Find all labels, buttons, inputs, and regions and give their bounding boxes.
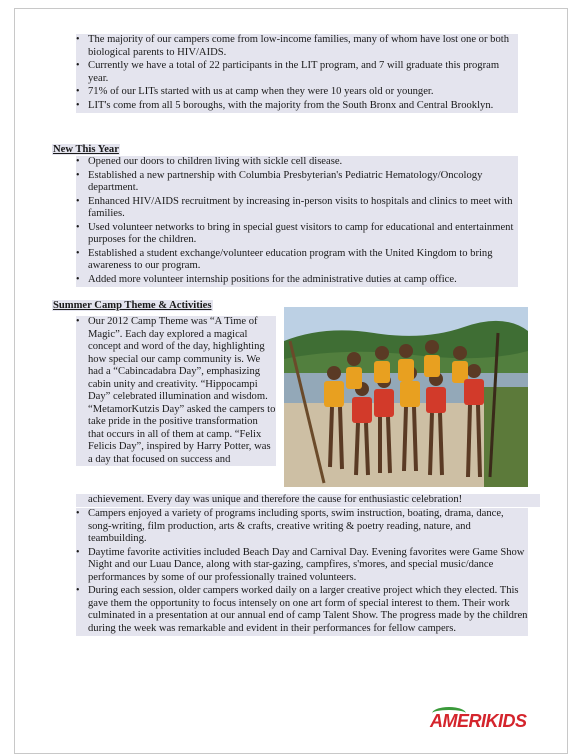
section-heading-summer-camp: Summer Camp Theme & Activities (53, 300, 212, 311)
section-heading-new-this-year: New This Year (53, 144, 119, 155)
list-item: • Established a new partnership with Columbia Presbyterian's Pediatric Hematology/Oncology department. (76, 170, 518, 195)
theme-bullet-list (76, 316, 276, 466)
list-item: • LIT's come from all 5 boroughs, with the majority from the South Bronx and Central Brooklyn. (76, 100, 518, 113)
list-item: • Enhanced HIV/AIDS recruitment by increasing in-person visits to hospitals and clinics to meet with families. (76, 196, 518, 221)
intro-bullet-list (76, 34, 518, 113)
list-item: • Our 2012 Camp Theme was “A Time of Magic”. Each day explored a magical concept and word of the day, highlighting how special our camp community is. We had a “Cabincadabra Day”, emphasizing cabin unity and creativity. “Hippocampi Day” celebrated illumination and wisdom. “MetamorKutzis Day” asked the campers to take pride in the positive transformation that occurs in all of them at camp. “Felix Felicis Day”, inspired by Harry Potter, was a day that focused on success and (76, 316, 276, 466)
list-item: • Daytime favorite activities included Beach Day and Carnival Day. Evening favorites were Game Show Night and our Luau Dance, along with star-gazing, campfires, s'mores, and special music/dance performances by some of our professionally trained volunteers. (76, 547, 528, 585)
activities-bullet-list (76, 508, 528, 636)
list-item: • The majority of our campers come from low-income families, many of whom have lost one or both biological parents to HIV/AIDS. (76, 34, 518, 59)
list-item: • 71% of our LITs started with us at camp when they were 10 years old or younger. (76, 86, 518, 99)
campers-photo (284, 307, 528, 487)
list-item: • Established a student exchange/volunteer education program with the United Kingdom to bring awareness to our program. (76, 248, 518, 273)
theme-bullet-continuation: achievement. Every day was unique and therefore the cause for enthusiastic celebration! (76, 494, 540, 507)
new-this-year-list (76, 156, 518, 287)
list-item: • Opened our doors to children living with sickle cell disease. (76, 156, 518, 169)
list-item: • Added more volunteer internship positions for the administrative duties at camp office. (76, 274, 518, 287)
logo-text: AMERIKIDS (430, 711, 527, 731)
amerikids-logo (430, 707, 526, 741)
list-item: • Campers enjoyed a variety of programs including sports, swim instruction, boating, drama, dance, song-writing, film production, arts & crafts, creative writing & poetry reading, nature, and teambuilding. (76, 508, 528, 546)
list-item: • During each session, older campers worked daily on a larger creative project which they elected. This gave them the opportunity to focus intensely on one art form of special interest to them. Their work culminated in a presentation at our annual end of camp Talent Show. The progress made by the children during the week was remarkable and evident in their performances for fellow campers. (76, 585, 528, 635)
list-item: • Used volunteer networks to bring in special guest visitors to camp for educational and entertainment purposes for the children. (76, 222, 518, 247)
list-item: • Currently we have a total of 22 participants in the LIT program, and 7 will graduate this program year. (76, 60, 518, 85)
